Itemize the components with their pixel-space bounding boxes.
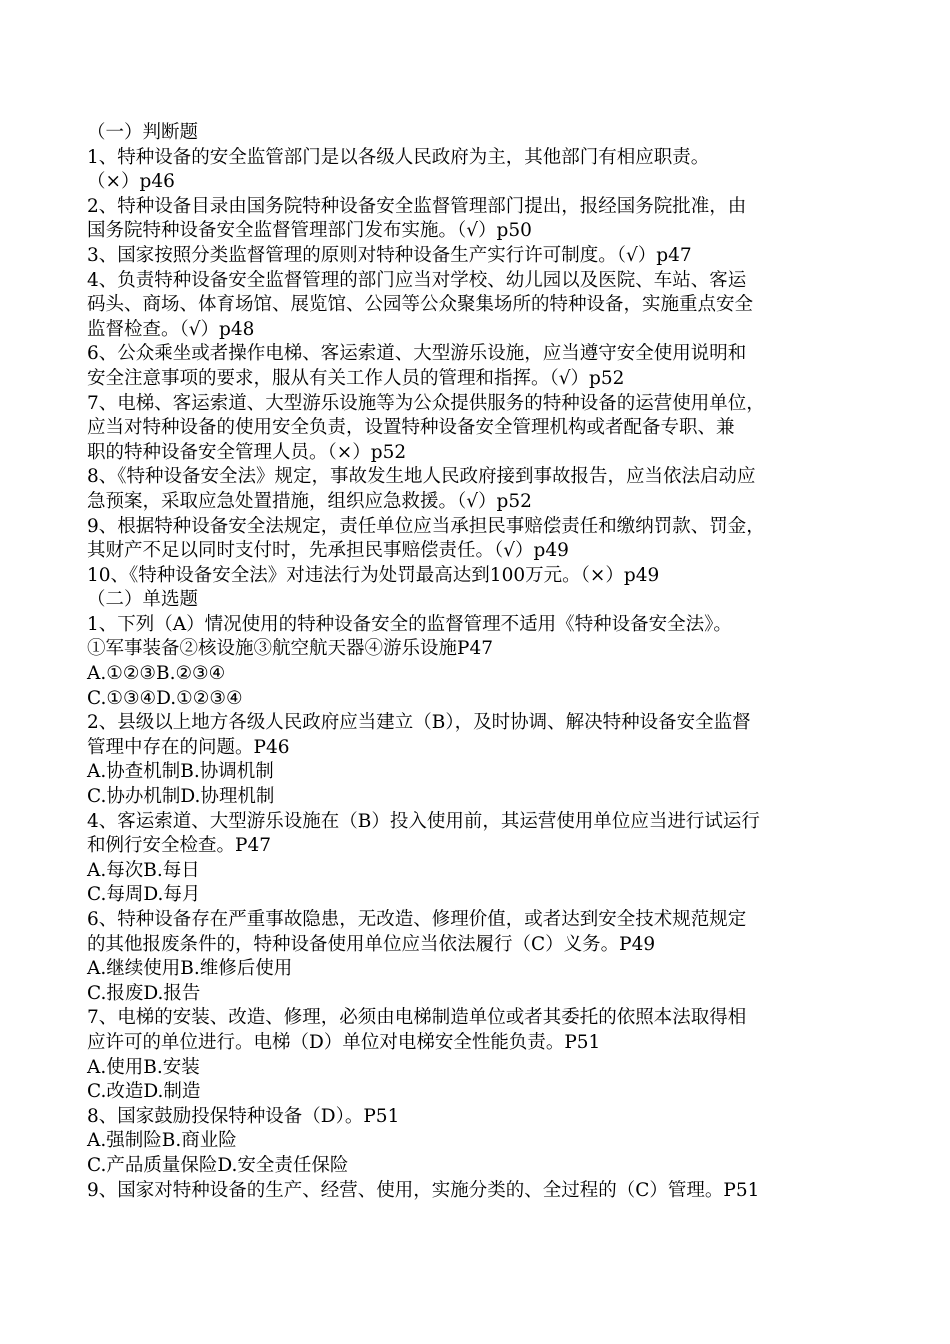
option-line: C.报废D.报告 xyxy=(87,982,201,1004)
answer-line: 其财产不足以同时支付时，先承担民事赔偿责任。（√）p49 xyxy=(87,540,569,562)
question-line: 8、《特种设备安全法》规定，事故发生地人民政府接到事故报告，应当依法启动应 xyxy=(87,466,756,488)
option-line: C.协办机制D.协理机制 xyxy=(87,786,275,808)
question-line: 7、电梯的安装、改造、修理，必须由电梯制造单位或者其委托的依照本法取得相 xyxy=(87,1007,747,1029)
question-line: 4、负责特种设备安全监督管理的部门应当对学校、幼儿园以及医院、车站、客运 xyxy=(87,269,747,291)
question-line: 10、《特种设备安全法》对违法行为处罚最高达到100万元。（×）p49 xyxy=(87,564,660,586)
answer-line: 安全注意事项的要求，服从有关工作人员的管理和指挥。（√）p52 xyxy=(87,367,625,389)
question-line: 管理中存在的问题。P46 xyxy=(87,736,290,758)
option-line: A.强制险B.商业险 xyxy=(87,1130,237,1152)
section-heading-single-choice: （二）单选题 xyxy=(87,589,199,611)
question-line: 2、特种设备目录由国务院特种设备安全监督管理部门提出，报经国务院批准，由 xyxy=(87,195,747,217)
option-line: C.每周D.每月 xyxy=(87,884,201,906)
question-line: 9、根据特种设备安全法规定，责任单位应当承担民事赔偿责任和缴纳罚款、罚金， xyxy=(87,515,765,537)
question-line: 6、公众乘坐或者操作电梯、客运索道、大型游乐设施，应当遵守安全使用说明和 xyxy=(87,343,747,365)
question-line: 应许可的单位进行。电梯（D）单位对电梯安全性能负责。P51 xyxy=(87,1031,601,1053)
question-line: ①军事装备②核设施③航空航天器④游乐设施P47 xyxy=(87,638,493,660)
option-line: C.改造D.制造 xyxy=(87,1081,201,1103)
question-line: 码头、商场、体育场馆、展览馆、公园等公众聚集场所的特种设备，实施重点安全 xyxy=(87,294,754,316)
option-line: A.①②③B.②③④ xyxy=(87,663,226,685)
option-line: C.产品质量保险D.安全责任保险 xyxy=(87,1154,349,1176)
question-line: 应当对特种设备的使用安全负责，设置特种设备安全管理机构或者配备专职、兼 xyxy=(87,417,735,439)
question-line: 和例行安全检查。P47 xyxy=(87,835,271,857)
section-heading-judgment: （一）判断题 xyxy=(87,122,199,143)
question-line: 的其他报废条件的，特种设备使用单位应当依法履行（C）义务。P49 xyxy=(87,933,656,955)
question-line: 1、下列（A）情况使用的特种设备安全的监督管理不适用《特种设备安全法》。 xyxy=(87,613,732,635)
option-line: A.每次B.每日 xyxy=(87,859,200,881)
question-line: 6、特种设备存在严重事故隐患，无改造、修理价值，或者达到安全技术规范规定 xyxy=(87,909,747,930)
question-line: 9、国家对特种设备的生产、经营、使用，实施分类的、全过程的（C）管理。P51 xyxy=(87,1179,760,1201)
question-line: 2、县级以上地方各级人民政府应当建立（B），及时协调、解决特种设备安全监督 xyxy=(87,712,751,734)
option-line: A.使用B.安装 xyxy=(87,1056,200,1078)
question-line: 7、电梯、客运索道、大型游乐设施等为公众提供服务的特种设备的运营使用单位， xyxy=(87,392,765,414)
answer-line: 国务院特种设备安全监督管理部门发布实施。（√）p50 xyxy=(87,220,532,242)
question-line: 3、国家按照分类监督管理的原则对特种设备生产实行许可制度。（√）p47 xyxy=(87,244,692,266)
answer-line: 职的特种设备安全管理人员。（×）p52 xyxy=(87,441,407,463)
question-line: 8、国家鼓励投保特种设备（D）。P51 xyxy=(87,1105,400,1127)
question-line: 4、客运索道、大型游乐设施在（B）投入使用前，其运营使用单位应当进行试运行 xyxy=(87,810,760,832)
document-page xyxy=(87,121,877,1203)
option-line: C.①③④D.①②③④ xyxy=(87,687,243,709)
option-line: A.协查机制B.协调机制 xyxy=(87,761,274,783)
option-line: A.继续使用B.维修后使用 xyxy=(87,958,293,980)
question-line: 1、特种设备的安全监管部门是以各级人民政府为主，其他部门有相应职责。 xyxy=(87,146,710,168)
answer-line: 急预案，采取应急处置措施，组织应急救援。（√）p52 xyxy=(87,490,532,512)
answer-line: 监督检查。（√）p48 xyxy=(87,318,255,340)
answer-line: （×）p46 xyxy=(87,171,175,193)
